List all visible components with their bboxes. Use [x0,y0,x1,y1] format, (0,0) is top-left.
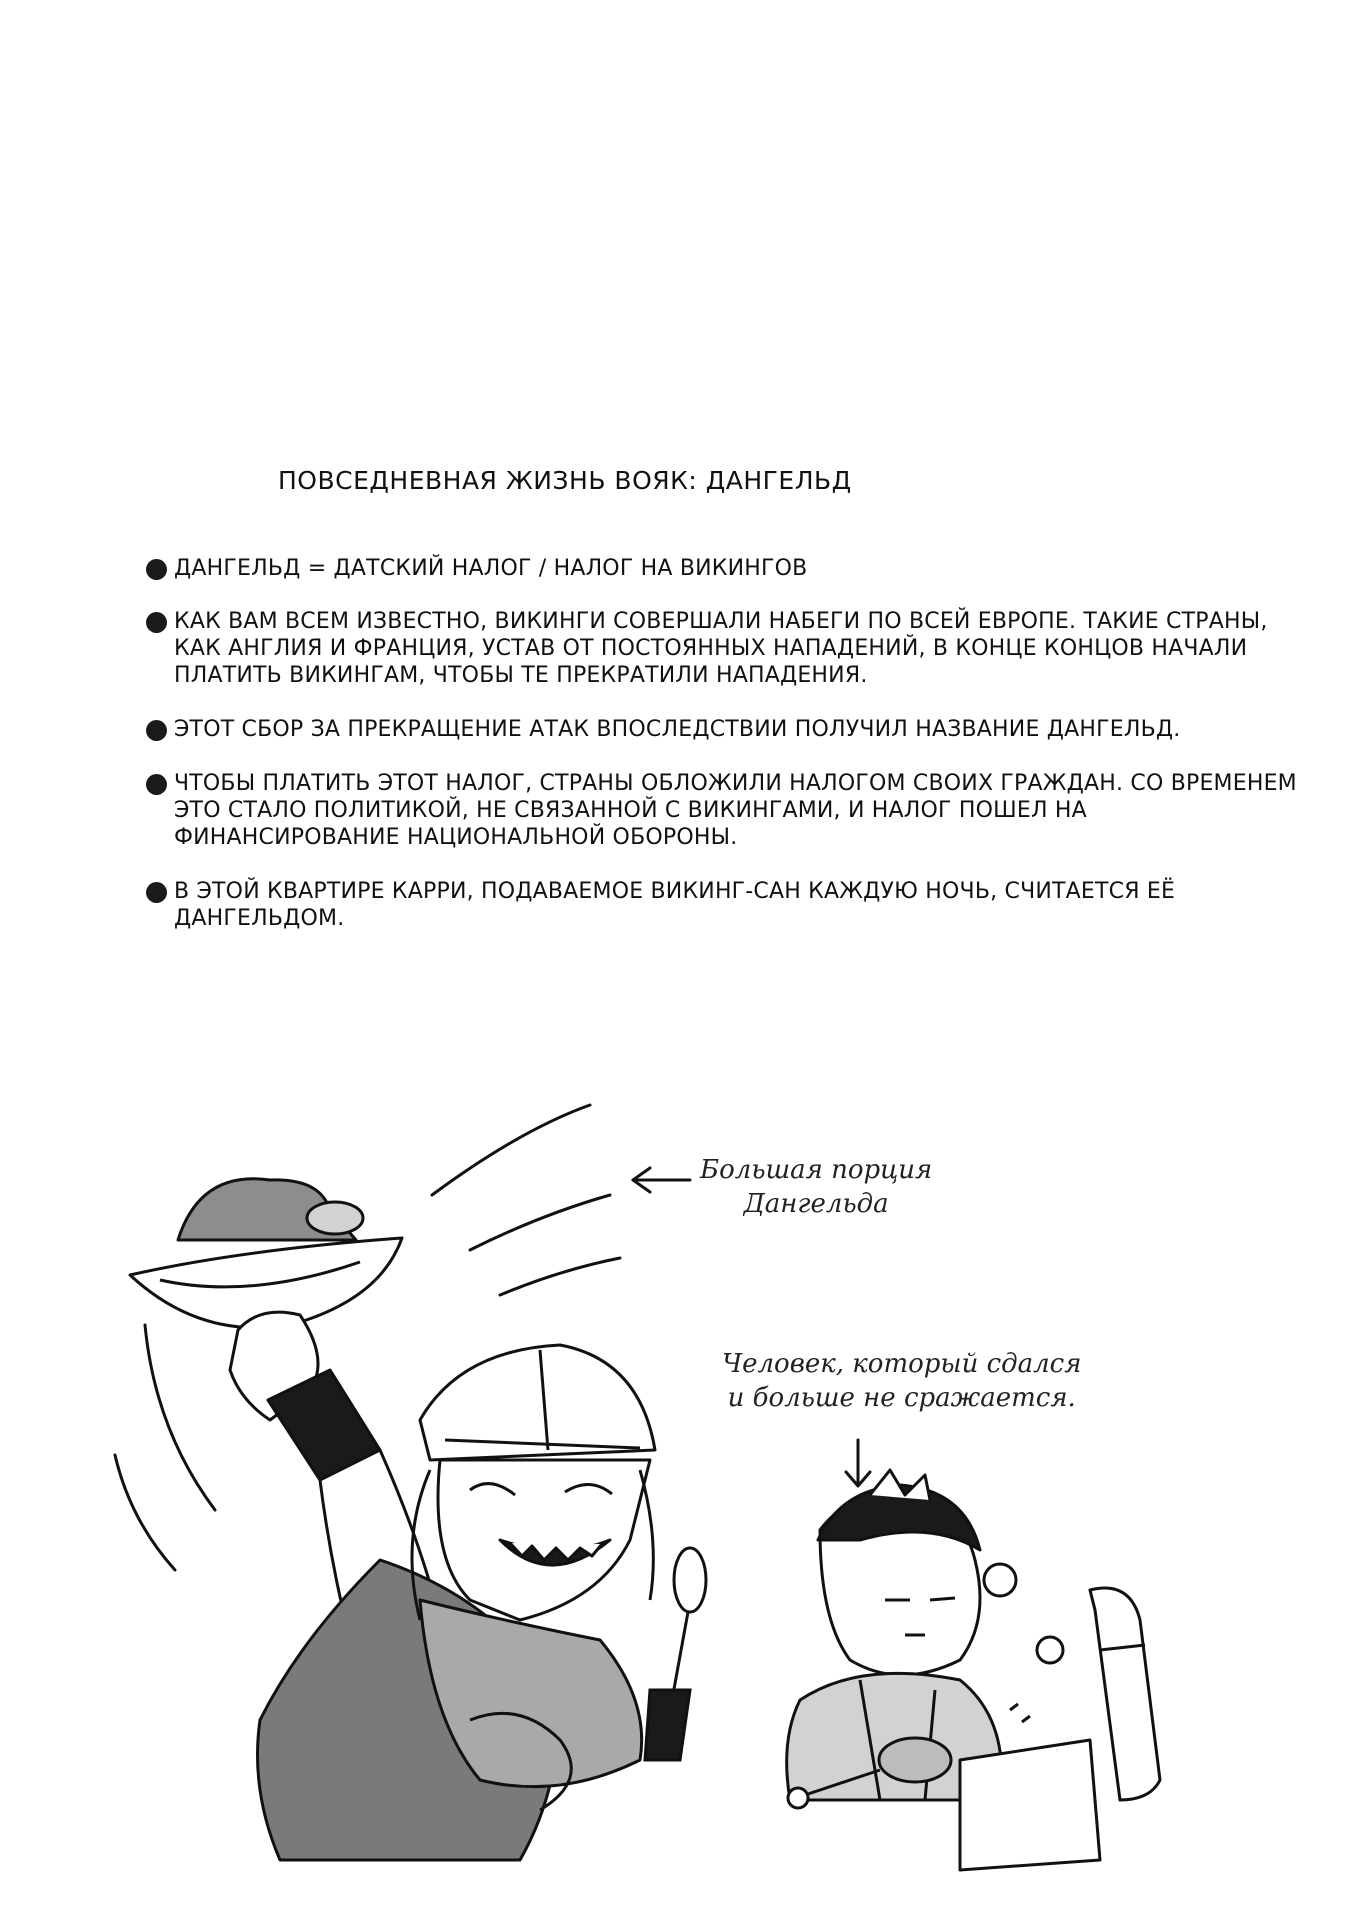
motion-line [432,1105,590,1195]
bullet-text: В ЭТОЙ КВАРТИРЕ КАРРИ, ПОДАВАЕМОЕ ВИКИНГ-САН КАЖДУЮ НОЧЬ, СЧИТАЕТСЯ ЕЁ ДАНГЕЛЬДОМ. [174,879,1176,931]
annotation-line: и больше не сражается. [727,1383,1076,1413]
annotation-portion [700,1153,932,1221]
bullet-text: ДАНГЕЛЬД = ДАТСКИЙ НАЛОГ / НАЛОГ НА ВИКИНГОВ [174,556,808,581]
motion-line [115,1455,175,1570]
spoon [645,1548,706,1760]
viking-head [412,1345,655,1620]
annotation-line: Человек, который сдался [722,1349,1082,1379]
annotation-line: Дангельда [743,1189,889,1219]
curry-plate [130,1179,402,1328]
annotation-person [722,1347,1081,1415]
steam-icon [984,1564,1063,1722]
motion-line [500,1258,620,1295]
bullet-text: КАК ВАМ ВСЕМ ИЗВЕСТНО, ВИКИНГИ СОВЕРШАЛИ НАБЕГИ ПО ВСЕЙ ЕВРОПЕ. ТАКИЕ СТРАНЫ, КАК АНГЛИЯ И ФРАНЦИЯ, УСТАВ ОТ ПОСТОЯННЫХ НАПАДЕНИЙ, В КОНЦЕ КОНЦОВ НАЧАЛИ ПЛАТИТЬ ВИКИНГАМ, ЧТОБЫ ТЕ ПРЕКРАТИЛИ НАПАДЕНИЯ. [174,609,1268,688]
bullet-text: ЧТОБЫ ПЛАТИТЬ ЭТОТ НАЛОГ, СТРАНЫ ОБЛОЖИЛИ НАЛОГОМ СВОИХ ГРАЖДАН. СО ВРЕМЕНЕМ ЭТО СТАЛО ПОЛИТИКОЙ, НЕ СВЯЗАННОЙ С ВИКИНГАМИ, И НАЛОГ ПОШЕЛ НА ФИНАНСИРОВАНИЕ НАЦИОНАЛЬНОЙ ОБОРОНЫ. [174,771,1297,850]
bullet-text: ЭТОТ СБОР ЗА ПРЕКРАЩЕНИЕ АТАК ВПОСЛЕДСТВИИ ПОЛУЧИЛ НАЗВАНИЕ ДАНГЕЛЬД. [174,717,1181,742]
viking-cloak [258,1560,642,1860]
annotation-line: Большая порция [700,1155,933,1185]
motion-line [470,1195,610,1250]
motion-line [145,1325,215,1510]
page-title: ПОВСЕДНЕВНАЯ ЖИЗНЬ ВОЯК: ДАНГЕЛЬД [278,466,852,495]
